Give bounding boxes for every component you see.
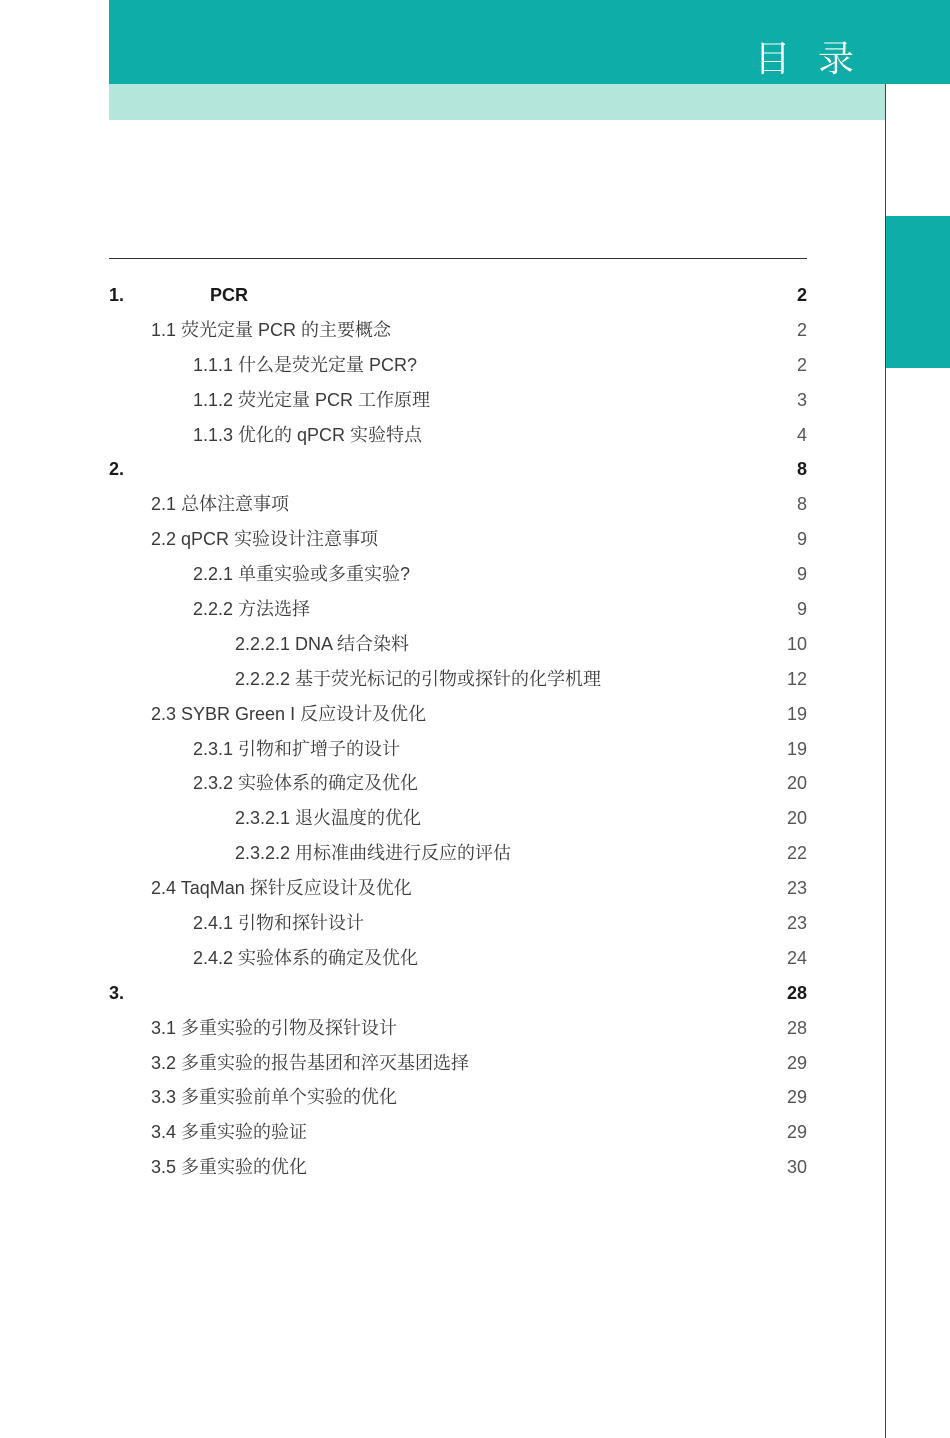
header-accent-strip	[109, 84, 886, 120]
toc-page-number: 23	[786, 878, 807, 899]
toc-entry[interactable]	[109, 521, 807, 556]
toc-entry[interactable]	[109, 1114, 807, 1149]
toc-entry-title: 3.5 多重实验的优化	[151, 1157, 308, 1178]
toc-page-number: 9	[796, 529, 807, 550]
toc-entry-title: 2.3.2 实验体系的确定及优化	[193, 773, 419, 794]
toc-page-number: 10	[786, 633, 807, 654]
toc-entry-title: 2.4 TaqMan 探针反应设计及优化	[151, 878, 412, 899]
toc-page-number: 29	[786, 1122, 807, 1143]
toc-entry[interactable]	[109, 800, 807, 835]
toc-entry-title: 1.1 荧光定量 PCR 的主要概念	[151, 319, 392, 340]
toc-page-number: 2	[796, 319, 807, 340]
toc-entry-title: 3.2 多重实验的报告基团和淬灭基团选择	[151, 1052, 470, 1073]
toc-entry-title: 2.2.2.2 基于荧光标记的引物或探针的化学机理	[235, 668, 602, 689]
toc-entry-title: 2.2 qPCR 实验设计注意事项	[151, 529, 379, 550]
toc-entry-title: 2.3.2.2 用标准曲线进行反应的评估	[235, 843, 512, 864]
toc-page-number: 4	[796, 424, 807, 445]
toc-entry[interactable]	[109, 905, 807, 940]
toc-page-number: 28	[786, 1017, 807, 1038]
toc-entry-title: 2.2.2 方法选择	[193, 599, 311, 620]
toc-page-number: 29	[786, 1087, 807, 1108]
toc-entry-title: 3.1 多重实验的引物及探针设计	[151, 1017, 398, 1038]
toc-entry[interactable]	[109, 661, 807, 696]
toc-entry-title: 3.4 多重实验的验证	[151, 1122, 308, 1143]
toc-entry[interactable]	[109, 626, 807, 661]
toc-page-number: 29	[786, 1052, 807, 1073]
toc-entry[interactable]	[109, 382, 807, 417]
toc-page-number: 8	[796, 494, 807, 515]
toc-page-number: 9	[796, 599, 807, 620]
toc-page-number: 20	[786, 808, 807, 829]
toc-entry-title: 1.1.3 优化的 qPCR 实验特点	[193, 424, 423, 445]
toc-entry[interactable]	[109, 277, 807, 312]
toc-entry-title: 3.3 多重实验前单个实验的优化	[151, 1087, 398, 1108]
toc-page-number: 12	[786, 668, 807, 689]
toc-entry[interactable]	[109, 696, 807, 731]
table-of-contents	[109, 277, 807, 1184]
toc-page-number: 2	[796, 285, 807, 305]
toc-chapter-number: 2.	[109, 459, 125, 480]
toc-entry-title: 2.3.2.1 退火温度的优化	[235, 808, 422, 829]
toc-page-number: 23	[786, 913, 807, 934]
toc-entry[interactable]	[109, 975, 807, 1010]
toc-chapter-number: 3.	[109, 982, 125, 1003]
toc-page-number: 9	[796, 564, 807, 585]
toc-entry-title: 2.2.2.1 DNA 结合染料	[235, 633, 410, 654]
toc-entry-title: 2.1 总体注意事项	[151, 494, 290, 515]
toc-entry[interactable]	[109, 486, 807, 521]
toc-entry[interactable]	[109, 417, 807, 452]
toc-entry[interactable]	[109, 451, 807, 486]
toc-entry-title: 1.1.2 荧光定量 PCR 工作原理	[193, 389, 431, 410]
toc-entry[interactable]	[109, 731, 807, 766]
toc-page-number: 3	[796, 389, 807, 410]
toc-entry[interactable]	[109, 870, 807, 905]
toc-entry-title: 2.3.1 引物和扩增子的设计	[193, 738, 401, 759]
toc-entry[interactable]	[109, 312, 807, 347]
toc-page-number: 19	[786, 738, 807, 759]
toc-page-number: 20	[786, 773, 807, 794]
toc-top-rule	[109, 258, 807, 259]
toc-page-number: 19	[786, 703, 807, 724]
toc-entry-title: 2.4.1 引物和探针设计	[193, 913, 365, 934]
toc-entry[interactable]	[109, 591, 807, 626]
toc-entry[interactable]	[109, 556, 807, 591]
toc-entry-title: 2.2.1 单重实验或多重实验?	[193, 564, 411, 585]
toc-entry[interactable]	[109, 1045, 807, 1080]
toc-entry-title: 2.3 SYBR Green I 反应设计及优化	[151, 703, 427, 724]
toc-entry-title: PCR	[210, 285, 249, 305]
toc-page-number: 8	[796, 459, 807, 480]
toc-chapter-number: 1.	[109, 285, 125, 305]
toc-entry-title: 2.4.2 实验体系的确定及优化	[193, 947, 419, 968]
toc-page-number: 28	[786, 982, 807, 1003]
toc-entry[interactable]	[109, 835, 807, 870]
toc-entry[interactable]	[109, 1079, 807, 1114]
toc-entry[interactable]	[109, 1149, 807, 1184]
toc-entry-title: 1.1.1 什么是荧光定量 PCR?	[193, 354, 418, 375]
toc-entry[interactable]	[109, 1010, 807, 1045]
page-title: 目 录	[754, 39, 862, 80]
toc-page-number: 22	[786, 843, 807, 864]
toc-entry[interactable]	[109, 765, 807, 800]
toc-page-number: 30	[786, 1157, 807, 1178]
toc-page-number: 2	[796, 354, 807, 375]
toc-entry[interactable]	[109, 940, 807, 975]
toc-entry[interactable]	[109, 347, 807, 382]
section-thumb-tab	[886, 216, 950, 368]
toc-page-number: 24	[786, 947, 807, 968]
